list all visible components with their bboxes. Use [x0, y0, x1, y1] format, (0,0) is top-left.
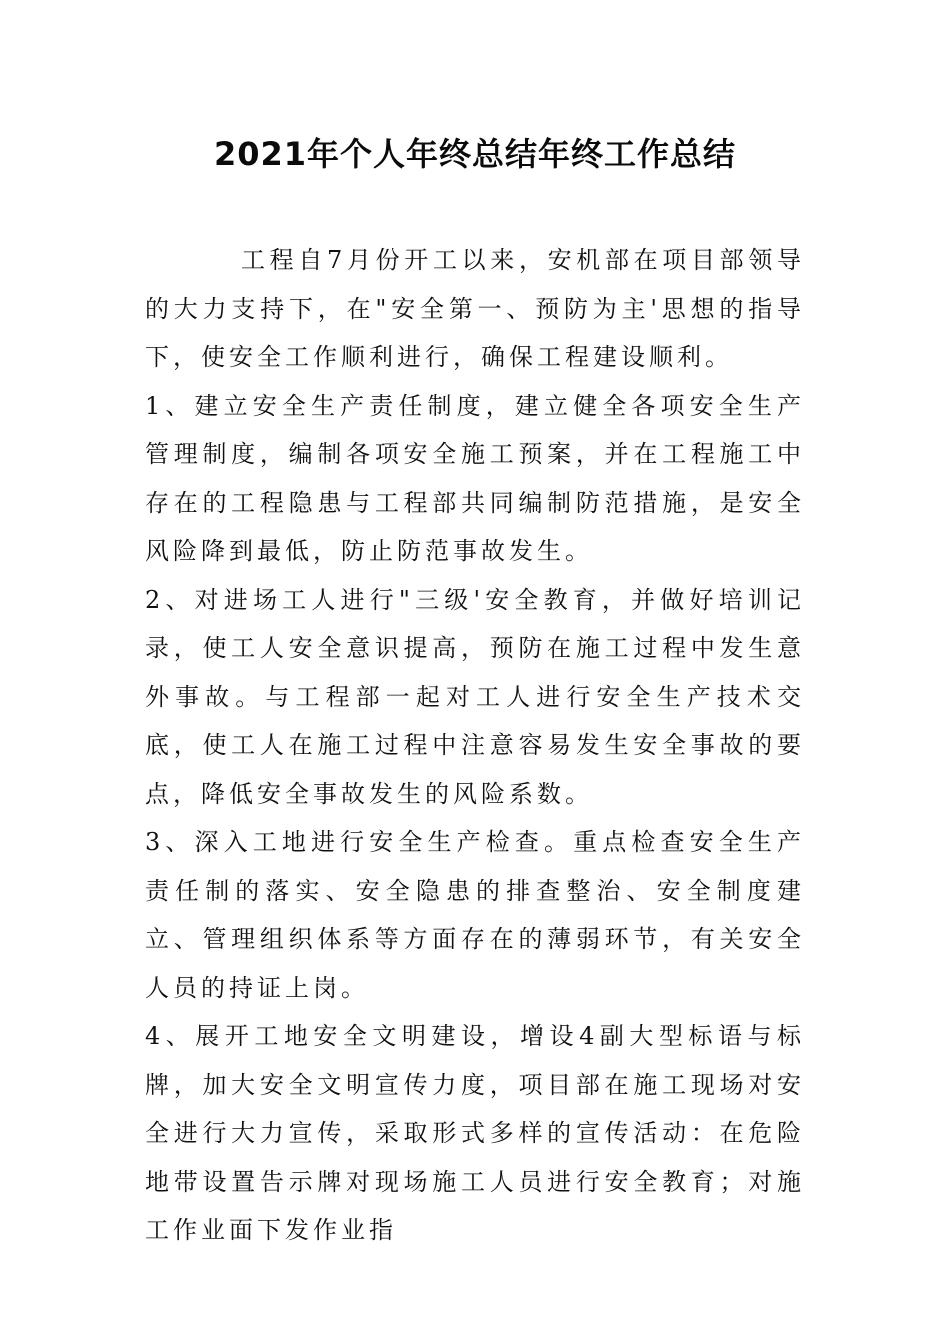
item-paragraph-4: 4、展开工地安全文明建设，增设4副大型标语与标牌，加大安全文明宣传力度，项目部在施工现场对安全进行大力宣传，采取形式多样的宣传活动：在危险地带设置告示牌对现场施工人员进行安全教育；对施工作业面下发作业指	[145, 1022, 805, 1244]
item-paragraph-1: 1、建立安全生产责任制度，建立健全各项安全生产管理制度，编制各项安全施工预案，并在工程施工中存在的工程隐患与工程部共同编制防范措施，是安全风险降到最低，防止防范事故发生。	[145, 391, 805, 565]
item-paragraph-3: 3、深入工地进行安全生产检查。重点检查安全生产责任制的落实、安全隐患的排查整治、安全制度建立、管理组织体系等方面存在的薄弱环节，有关安全人员的持证上岗。	[145, 828, 805, 1002]
document-title: 2021年个人年终总结年终工作总结	[213, 135, 737, 173]
intro-paragraph: 工程自7月份开工以来，安机部在项目部领导的大力支持下，在"安全第一、预防为主'思想的指导下，使安全工作顺利进行，确保工程建设顺利。	[145, 246, 805, 371]
document-body	[145, 236, 805, 1255]
item-paragraph-2: 2、对进场工人进行"三级'安全教育，并做好培训记录，使工人安全意识提高，预防在施工过程中发生意外事故。与工程部一起对工人进行安全生产技术交底，使工人在施工过程中注意容易发生安全事故的要点，降低安全事故发生的风险系数。	[145, 585, 805, 808]
